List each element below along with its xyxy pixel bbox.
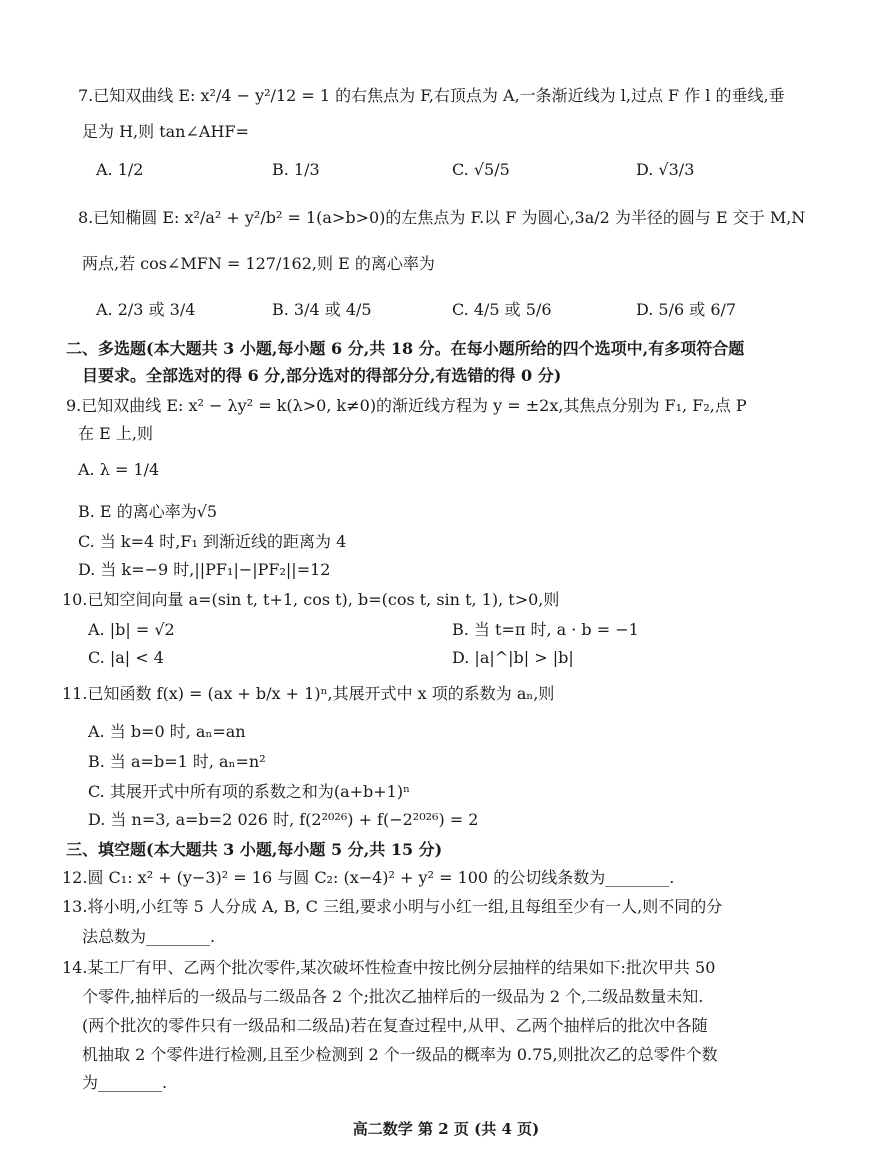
question-11-option-a: A. 当 b=0 时, aₙ=an xyxy=(88,722,246,741)
question-9-option-c: C. 当 k=4 时,F₁ 到渐近线的距离为 4 xyxy=(78,532,347,551)
question-14-line-5: 为________. xyxy=(82,1073,168,1092)
question-11-option-d: D. 当 n=3, a=b=2 026 时, f(2²⁰²⁶) + f(−2²⁰²⁶) = 2 xyxy=(88,810,479,829)
question-9-option-d: D. 当 k=−9 时,||PF₁|−|PF₂||=12 xyxy=(78,560,331,579)
question-8-option-d: D. 5/6 或 6/7 xyxy=(636,300,737,319)
question-10-option-d: D. |a|^|b| > |b| xyxy=(452,648,574,667)
section-2-heading-line-1: 二、多选题(本大题共 3 小题,每小题 6 分,共 18 分。在每小题所给的四个选项中,有多项符合题 xyxy=(66,339,745,358)
question-8-line-1: 8.已知椭圆 E: x²/a² + y²/b² = 1(a>b>0)的左焦点为 F.以 F 为圆心,3a/2 为半径的圆与 E 交于 M,N xyxy=(78,208,806,227)
question-10-option-a: A. |b| = √2 xyxy=(88,620,175,639)
question-14-line-3: (两个批次的零件只有一级品和二级品)若在复查过程中,从甲、乙两个抽样后的批次中各随 xyxy=(82,1016,708,1035)
question-7-option-b: B. 1/3 xyxy=(272,160,320,179)
question-10-option-b: B. 当 t=π 时, a · b = −1 xyxy=(452,620,639,639)
question-8-option-a: A. 2/3 或 3/4 xyxy=(96,300,196,319)
section-2-heading-line-2: 目要求。全部选对的得 6 分,部分选对的得部分分,有选错的得 0 分) xyxy=(82,366,562,385)
question-7-option-c: C. √5/5 xyxy=(452,160,510,179)
question-7-line-2: 足为 H,则 tan∠AHF= xyxy=(82,122,249,141)
section-3-heading: 三、填空题(本大题共 3 小题,每小题 5 分,共 15 分) xyxy=(66,840,443,859)
question-12: 12.圆 C₁: x² + (y−3)² = 16 与圆 C₂: (x−4)² + y² = 100 的公切线条数为________. xyxy=(62,868,675,887)
question-13-line-2: 法总数为________. xyxy=(82,927,216,946)
question-7-option-d: D. √3/3 xyxy=(636,160,695,179)
question-10-line-1: 10.已知空间向量 a=(sin t, t+1, cos t), b=(cos t, sin t, 1), t>0,则 xyxy=(62,590,560,609)
question-11-line-1: 11.已知函数 f(x) = (ax + b/x + 1)ⁿ,其展开式中 x 项的系数为 aₙ,则 xyxy=(62,684,555,703)
question-9-line-1: 9.已知双曲线 E: x² − λy² = k(λ>0, k≠0)的渐近线方程为 y = ±2x,其焦点分别为 F₁, F₂,点 P xyxy=(66,396,747,415)
question-9-line-2: 在 E 上,则 xyxy=(78,424,153,443)
question-8-option-b: B. 3/4 或 4/5 xyxy=(272,300,372,319)
question-13-line-1: 13.将小明,小红等 5 人分成 A, B, C 三组,要求小明与小红一组,且每组至少有一人,则不同的分 xyxy=(62,897,723,916)
question-14-line-1: 14.某工厂有甲、乙两个批次零件,某次破坏性检查中按比例分层抽样的结果如下:批次甲共 50 xyxy=(62,958,716,977)
question-8-line-2: 两点,若 cos∠MFN = 127/162,则 E 的离心率为 xyxy=(82,254,435,273)
question-14-line-4: 机抽取 2 个零件进行检测,且至少检测到 2 个一级品的概率为 0.75,则批次乙的总零件个数 xyxy=(82,1045,718,1064)
page-footer: 高二数学 第 2 页 (共 4 页) xyxy=(352,1120,540,1138)
question-14-line-2: 个零件,抽样后的一级品与二级品各 2 个;批次乙抽样后的一级品为 2 个,二级品数量未知. xyxy=(82,987,704,1006)
question-9-option-b: B. E 的离心率为√5 xyxy=(78,502,218,521)
question-11-option-c: C. 其展开式中所有项的系数之和为(a+b+1)ⁿ xyxy=(88,782,411,801)
question-10-option-c: C. |a| < 4 xyxy=(88,648,164,667)
question-8-option-c: C. 4/5 或 5/6 xyxy=(452,300,552,319)
question-9-option-a: A. λ = 1/4 xyxy=(78,460,160,479)
question-7-option-a: A. 1/2 xyxy=(96,160,144,179)
question-11-option-b: B. 当 a=b=1 时, aₙ=n² xyxy=(88,752,266,771)
question-7-line-1: 7.已知双曲线 E: x²/4 − y²/12 = 1 的右焦点为 F,右顶点为 A,一条渐近线为 l,过点 F 作 l 的垂线,垂 xyxy=(78,86,785,105)
